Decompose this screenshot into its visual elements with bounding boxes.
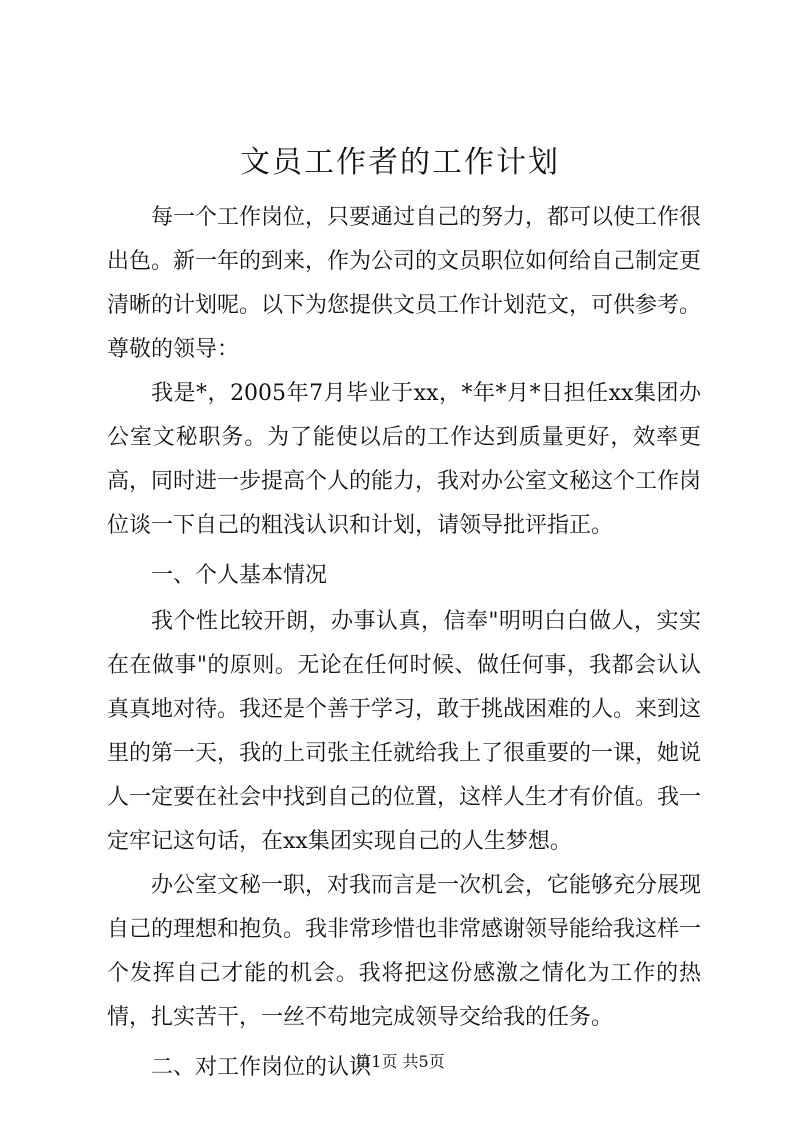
page-footer: 第1页 共5页: [355, 1052, 445, 1071]
document-body: [107, 196, 701, 1092]
paragraph-intro: 每一个工作岗位，只要通过自己的努力，都可以使工作很出色。新一年的到来，作为公司的文员职位如何给自己制定更清晰的计划呢。以下为您提供文员工作计划范文，可供参考。尊敬的领导：: [107, 205, 702, 362]
paragraph-opportunity: 办公室文秘一职，对我而言是一次机会，它能够充分展现自己的理想和抱负。我非常珍惜也非常感谢领导能给我这样一个发挥自己才能的机会。我将把这份感激之情化为工作的热情，扎实苦干，一丝不苟地完成领导交给我的任务。: [107, 873, 702, 1030]
paragraph-self-introduction: 我是*，2005年7月毕业于xx，*年*月*日担任xx集团办公室文秘职务。为了能使以后的工作达到质量更好，效率更高，同时进一步提高个人的能力，我对办公室文秘这个工作岗位谈一下自己的粗浅认识和计划，请领导批评指正。: [107, 381, 702, 538]
paragraph-personality: 我个性比较开朗，办事认真，信奉"明明白白做人，实实在在做事"的原则。无论在任何时候、做任何事，我都会认认真真地对待。我还是个善于学习，敢于挑战困难的人。来到这里的第一天，我的上司张主任就给我上了很重要的一课，她说人一定要在社会中找到自己的位置，这样人生才有价值。我一定牢记这句话，在xx集团实现自己的人生梦想。: [107, 609, 702, 854]
section-heading-job-understanding: 二、对工作岗位的认识: [151, 1055, 372, 1080]
section-heading-personal-info: 一、个人基本情况: [151, 563, 328, 588]
document-title: 文员工作者的工作计划: [240, 145, 560, 180]
